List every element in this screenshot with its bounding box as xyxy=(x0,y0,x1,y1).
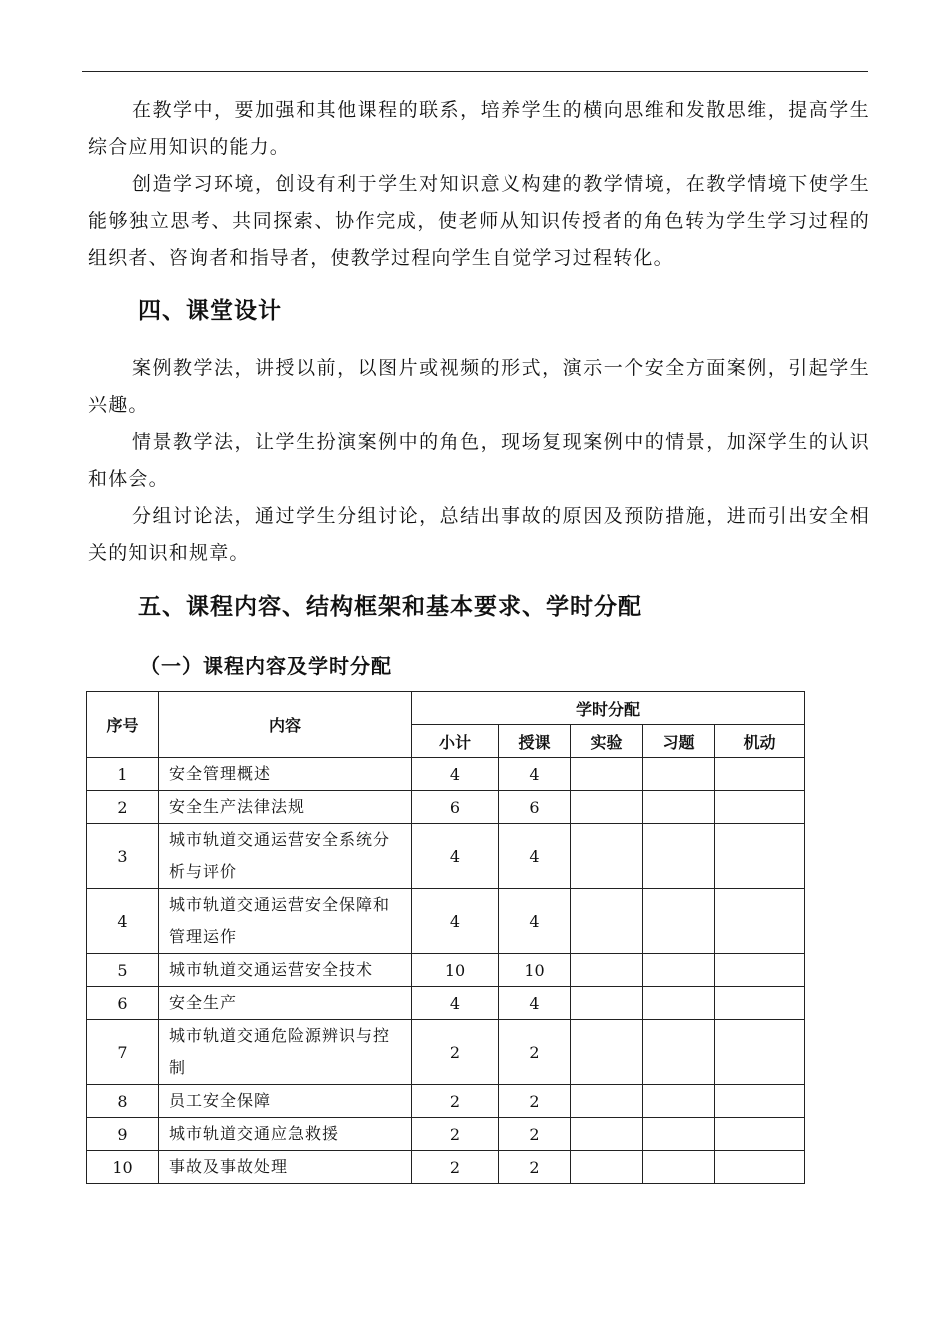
cell-subtotal: 2 xyxy=(412,1151,499,1184)
cell-seq: 7 xyxy=(87,1020,159,1085)
cell-lecture: 4 xyxy=(499,889,571,954)
section-4-title: 四、课堂设计 xyxy=(138,298,282,324)
paragraph-case-method: 案例教学法，讲授以前，以图片或视频的形式，演示一个安全方面案例，引起学生兴趣。 xyxy=(88,357,870,416)
cell-subtotal: 4 xyxy=(412,987,499,1020)
cell-exercise xyxy=(643,1085,715,1118)
cell-seq: 6 xyxy=(87,987,159,1020)
table-row xyxy=(87,758,805,791)
cell-flexible xyxy=(715,889,805,954)
cell-subtotal: 6 xyxy=(412,791,499,824)
cell-lab xyxy=(571,954,643,987)
cell-subtotal: 4 xyxy=(412,889,499,954)
cell-lab xyxy=(571,1151,643,1184)
cell-content: 城市轨道交通运营安全技术 xyxy=(159,954,412,987)
cell-lecture: 10 xyxy=(499,954,571,987)
cell-lecture: 2 xyxy=(499,1118,571,1151)
header-lecture: 授课 xyxy=(499,725,571,758)
table-row xyxy=(87,1118,805,1151)
cell-lab xyxy=(571,791,643,824)
hours-allocation-table xyxy=(86,691,805,1184)
table-row xyxy=(87,1020,805,1085)
cell-seq: 4 xyxy=(87,889,159,954)
cell-flexible xyxy=(715,824,805,889)
cell-content: 城市轨道交通运营安全保障和管理运作 xyxy=(159,889,412,954)
table-row xyxy=(87,954,805,987)
cell-seq: 9 xyxy=(87,1118,159,1151)
cell-content: 安全管理概述 xyxy=(159,758,412,791)
cell-lab xyxy=(571,824,643,889)
cell-flexible xyxy=(715,758,805,791)
paragraph-group-discussion: 分组讨论法，通过学生分组讨论，总结出事故的原因及预防措施，进而引出安全相关的知识和规章。 xyxy=(88,505,870,564)
cell-content: 事故及事故处理 xyxy=(159,1151,412,1184)
cell-lecture: 4 xyxy=(499,824,571,889)
cell-lab xyxy=(571,1085,643,1118)
section-5-title: 五、课程内容、结构框架和基本要求、学时分配 xyxy=(138,594,642,620)
cell-lecture: 2 xyxy=(499,1020,571,1085)
cell-subtotal: 4 xyxy=(412,824,499,889)
cell-seq: 5 xyxy=(87,954,159,987)
cell-exercise xyxy=(643,824,715,889)
cell-content: 城市轨道交通应急救援 xyxy=(159,1118,412,1151)
cell-exercise xyxy=(643,987,715,1020)
header-subtotal: 小计 xyxy=(412,725,499,758)
table-row xyxy=(87,889,805,954)
cell-seq: 1 xyxy=(87,758,159,791)
cell-subtotal: 2 xyxy=(412,1085,499,1118)
cell-flexible xyxy=(715,791,805,824)
cell-lecture: 4 xyxy=(499,758,571,791)
cell-lecture: 2 xyxy=(499,1085,571,1118)
cell-exercise xyxy=(643,1020,715,1085)
cell-content: 安全生产法律法规 xyxy=(159,791,412,824)
paragraph-cross-course: 在教学中，要加强和其他课程的联系，培养学生的横向思维和发散思维，提高学生综合应用知识的能力。 xyxy=(88,99,870,158)
cell-seq: 3 xyxy=(87,824,159,889)
cell-lecture: 2 xyxy=(499,1151,571,1184)
cell-subtotal: 2 xyxy=(412,1118,499,1151)
cell-exercise xyxy=(643,954,715,987)
cell-exercise xyxy=(643,1118,715,1151)
cell-flexible xyxy=(715,1020,805,1085)
cell-exercise xyxy=(643,1151,715,1184)
cell-lab xyxy=(571,1118,643,1151)
cell-subtotal: 4 xyxy=(412,758,499,791)
cell-subtotal: 2 xyxy=(412,1020,499,1085)
cell-content: 城市轨道交通运营安全系统分析与评价 xyxy=(159,824,412,889)
cell-subtotal: 10 xyxy=(412,954,499,987)
header-rule xyxy=(82,71,868,72)
header-content: 内容 xyxy=(159,692,412,758)
cell-seq: 8 xyxy=(87,1085,159,1118)
cell-seq: 2 xyxy=(87,791,159,824)
cell-exercise xyxy=(643,758,715,791)
paragraph-learning-environment: 创造学习环境，创设有利于学生对知识意义构建的教学情境，在教学情境下使学生能够独立思考、共同探索、协作完成，使老师从知识传授者的角色转为学生学习过程的组织者、咨询者和指导者，使教学过程向学生自觉学习过程转化。 xyxy=(88,173,870,269)
cell-flexible xyxy=(715,1085,805,1118)
cell-content: 安全生产 xyxy=(159,987,412,1020)
cell-flexible xyxy=(715,1151,805,1184)
header-exercise: 习题 xyxy=(643,725,715,758)
cell-flexible xyxy=(715,1118,805,1151)
cell-content: 城市轨道交通危险源辨识与控制 xyxy=(159,1020,412,1085)
header-lab: 实验 xyxy=(571,725,643,758)
header-hours-allocation: 学时分配 xyxy=(412,692,805,725)
header-seq: 序号 xyxy=(87,692,159,758)
cell-lab xyxy=(571,1020,643,1085)
table-row xyxy=(87,1085,805,1118)
cell-lab xyxy=(571,758,643,791)
paragraph-scenario-method: 情景教学法，让学生扮演案例中的角色，现场复现案例中的情景，加深学生的认识和体会。 xyxy=(88,431,870,490)
header-flexible: 机动 xyxy=(715,725,805,758)
cell-lecture: 4 xyxy=(499,987,571,1020)
section-5-subtitle: （一）课程内容及学时分配 xyxy=(140,654,392,678)
cell-flexible xyxy=(715,954,805,987)
table-row xyxy=(87,824,805,889)
cell-seq: 10 xyxy=(87,1151,159,1184)
table-row xyxy=(87,987,805,1020)
table-row xyxy=(87,791,805,824)
cell-exercise xyxy=(643,791,715,824)
cell-lecture: 6 xyxy=(499,791,571,824)
cell-content: 员工安全保障 xyxy=(159,1085,412,1118)
cell-lab xyxy=(571,889,643,954)
table-row xyxy=(87,1151,805,1184)
cell-lab xyxy=(571,987,643,1020)
cell-flexible xyxy=(715,987,805,1020)
cell-exercise xyxy=(643,889,715,954)
